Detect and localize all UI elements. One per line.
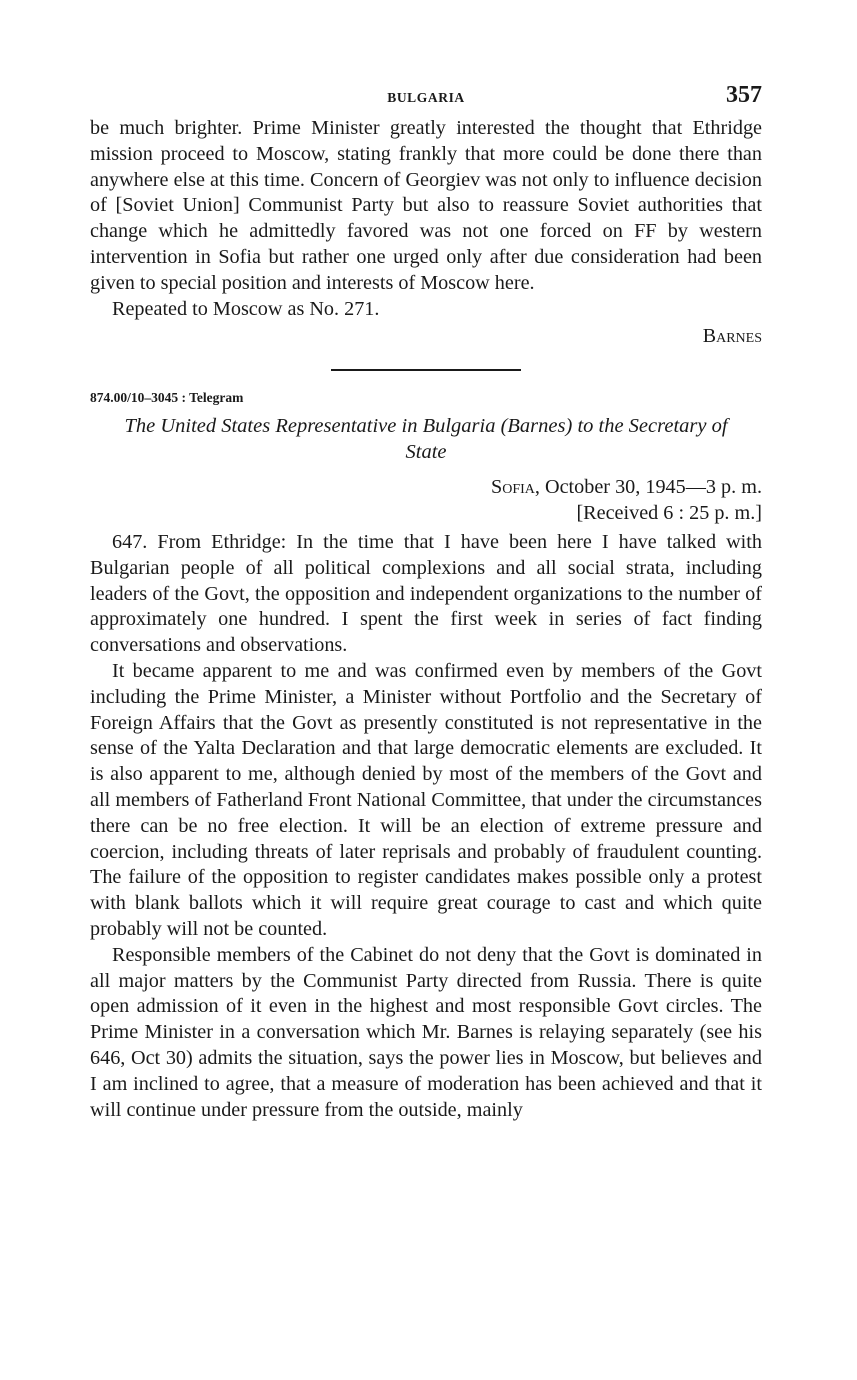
document-title: The United States Representative in Bulgaria (Barnes) to the Secretary of State (124, 415, 728, 464)
page-number: 357 (726, 82, 762, 108)
body-paragraph: Responsible members of the Cabinet do not deny that the Govt is dominated in all major matters by the Communist Party directed from Russia. There is quite open admission of it even in the highest and most responsible Govt circles. The Prime Minister in a conversation which Mr. Barnes is relaying separately (see his 646, Oct 30) admits the situation, says the power lies in Moscow, but believes and I am inclined to agree, that a measure of moderation has been achieved and that it will continue under pressure from the outside, mainly (90, 943, 762, 1121)
running-title: BULGARIA (387, 90, 465, 105)
received-note: [Received 6 : 25 p. m.] (576, 502, 762, 525)
dateline-date: October 30, 1945—3 p. m. (539, 476, 762, 499)
section-divider (331, 369, 521, 371)
dateline-place: Sofia, (491, 476, 540, 499)
body-paragraph: It became apparent to me and was confirmed even by members of the Govt including the Prime Minister, a Minister without Portfolio and the Secretary of Foreign Affairs that the Govt as presently constituted is not representative in the sense of the Yalta Declaration and that large democratic elements are excluded. It is also apparent to me, although denied by most of the members of the Govt and all members of Fatherland Front National Committee, that under the circumstances there can be no free election. It will be an election of extreme pressure and coercion, including threats of later reprisals and probably of fraudulent counting. The failure of the opposition to register candidates makes possible only a protest with blank ballots which it will require great courage to cast and which quite probably will not be counted. (90, 659, 762, 940)
continuation-paragraph: be much brighter. Prime Minister greatly interested the thought that Ethridge mission proceed to Moscow, stating frankly that more could be done there than anywhere else at this time. Concern of Georgiev was not only to influence decision of [Soviet Union] Communist Party but also to reassure Soviet authorities that change which he admittedly favored was not one forced on FF by western intervention in Sofia but rather one urged only after due consideration had been given to special position and interests of Moscow here. (90, 117, 762, 294)
running-header (90, 82, 762, 116)
signature: Barnes (702, 325, 762, 348)
document-page (90, 82, 762, 1123)
telegram-body (90, 530, 762, 1123)
repeated-note: Repeated to Moscow as No. 271. (112, 297, 380, 320)
file-reference: 874.00/10–3045 : Telegram (90, 390, 244, 406)
body-paragraph: 647. From Ethridge: In the time that I have been here I have talked with Bulgarian people of all political complexions and all social strata, including leaders of the Govt, the opposition and independent organizations to the number of approximately one hundred. I spent the first week in series of fact finding conversations and observations. (90, 530, 762, 657)
dateline (90, 475, 762, 501)
